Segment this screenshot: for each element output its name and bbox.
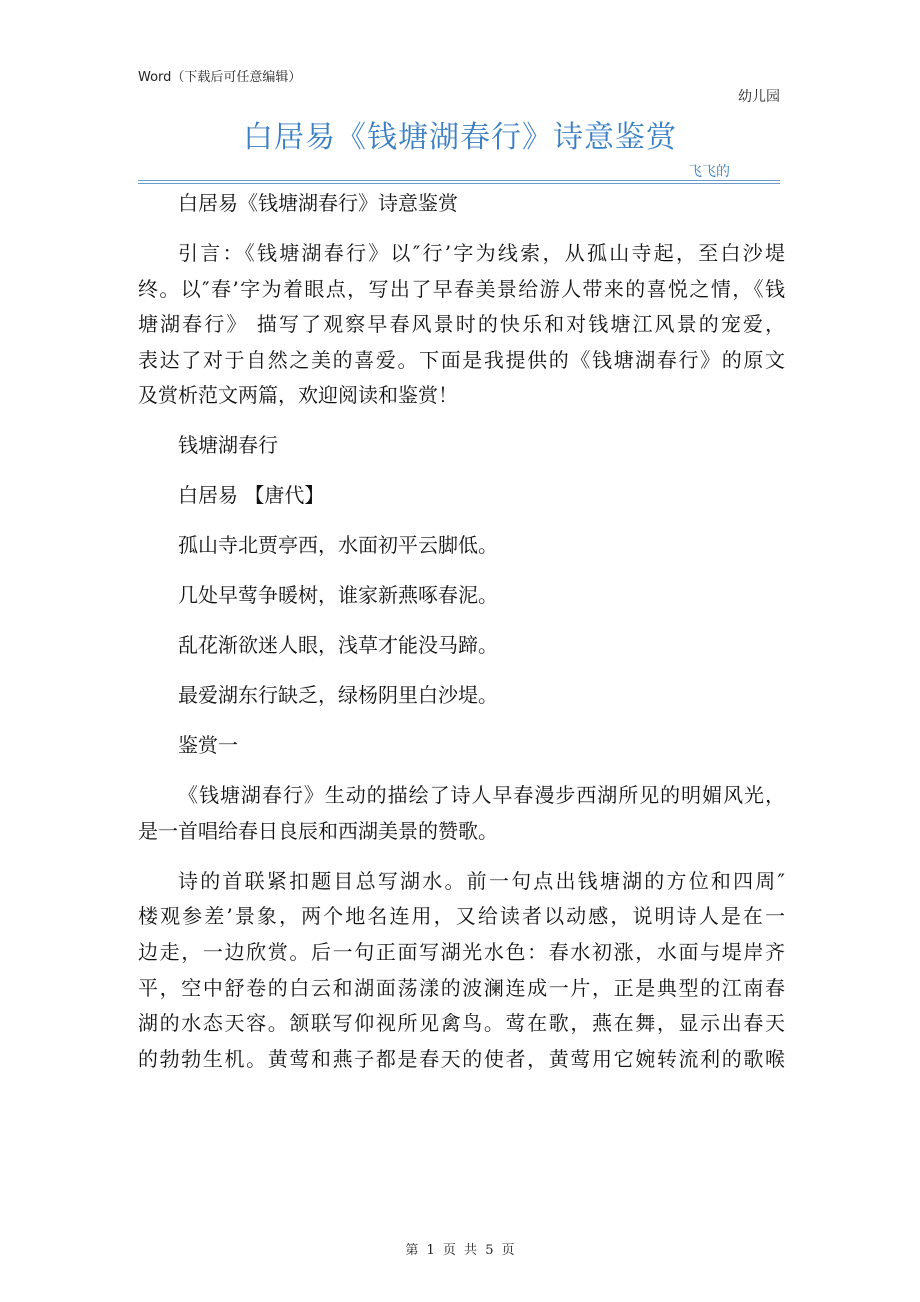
title-divider-top <box>138 180 780 181</box>
header-note: Word（下载后可任意编辑） <box>138 70 302 85</box>
paragraph-line: 是一首唱给春日良辰和西湖美景的赞歌。 <box>138 818 498 843</box>
poem-line: 乱花渐欲迷人眼，浅草才能没马蹄。 <box>178 633 498 658</box>
poem-author: 白居易 【唐代】 <box>178 483 325 508</box>
paragraph-line: 湖的水态天容。颔联写仰视所见禽鸟。莺在歌，燕在舞，显示出春天 <box>138 1011 785 1036</box>
section-title: 鉴赏一 <box>178 733 238 758</box>
title-divider-bottom <box>138 183 780 184</box>
document-body <box>138 186 785 1077</box>
paragraph-line: 平，空中舒卷的白云和湖面荡漾的波澜连成一片，正是典型的江南春 <box>138 975 785 1000</box>
intro-line: 引言：《钱塘湖春行》以″行’字为线索，从孤山寺起，至白沙堤 <box>178 240 785 265</box>
poem-line: 最爱湖东行缺乏，绿杨阴里白沙堤。 <box>178 683 498 708</box>
page-number: 第 1 页 共 5 页 <box>405 1243 515 1258</box>
author-name: 飞飞的 <box>688 164 730 180</box>
paragraph-line: 诗的首联紧扣题目总写湖水。前一句点出钱塘湖的方位和四周″ <box>178 868 785 893</box>
intro-line: 及赏析范文两篇，欢迎阅读和鉴赏！ <box>138 383 458 408</box>
category-label: 幼儿园 <box>738 89 780 105</box>
paragraph-line: 《钱塘湖春行》生动的描绘了诗人早春漫步西湖所见的明媚风光， <box>178 783 785 808</box>
document-title: 白居易《钱塘湖春行》诗意鉴赏 <box>243 120 677 155</box>
intro-line: 表达了对于自然之美的喜爱。下面是我提供的《钱塘湖春行》的原文 <box>138 347 785 372</box>
paragraph-line: 边走，一边欣赏。后一句正面写湖光水色：春水初涨，水面与堤岸齐 <box>138 940 785 964</box>
poem-title: 钱塘湖春行 <box>178 433 278 458</box>
paragraph-line: 的勃勃生机。黄莺和燕子都是春天的使者，黄莺用它婉转流利的歌喉 <box>138 1046 785 1071</box>
intro-line: 终。以″春’字为着眼点，写出了早春美景给游人带来的喜悦之情，《钱 <box>138 276 785 301</box>
poem-line: 几处早莺争暖树，谁家新燕啄春泥。 <box>178 583 498 608</box>
intro-line: 塘湖春行》 描写了观察早春风景时的快乐和对钱塘江风景的宠爱， <box>138 312 785 337</box>
paragraph-line: 楼观参差’景象，两个地名连用，又给读者以动感，说明诗人是在一 <box>138 904 785 929</box>
poem-line: 孤山寺北贾亭西，水面初平云脚低。 <box>178 533 498 558</box>
content-heading: 白居易《钱塘湖春行》诗意鉴赏 <box>178 191 458 215</box>
